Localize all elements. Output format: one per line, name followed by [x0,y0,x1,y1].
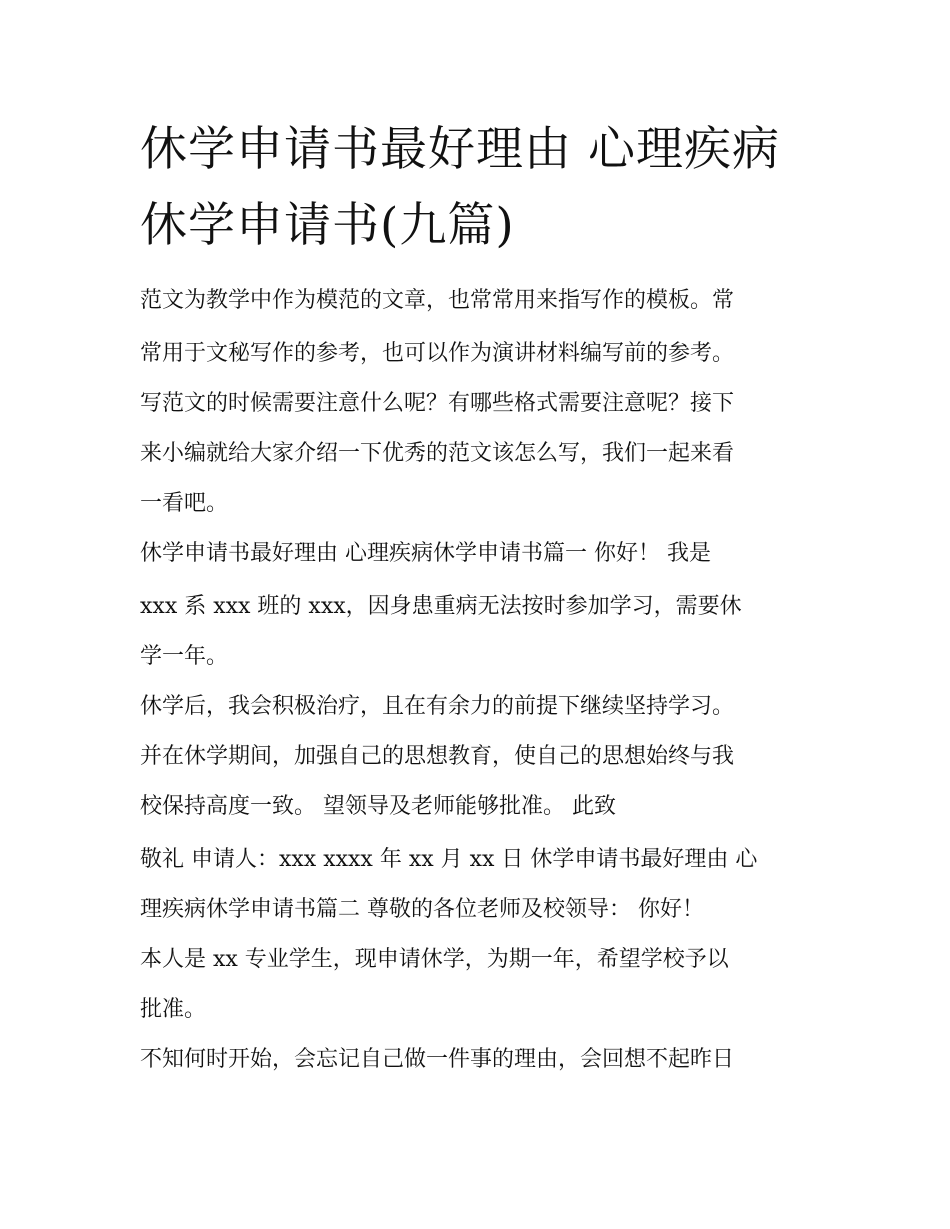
body-line: 不知何时开始，会忘记自己做一件事的理由，会回想不起昨日 [140,1047,735,1072]
body-line: 理疾病休学申请书篇二 尊敬的各位老师及校领导： 你好！ [140,897,704,922]
document-title [140,112,830,264]
title-line: 休学申请书(九篇) [140,198,515,253]
body-line: 常用于文秘写作的参考，也可以作为演讲材料编写前的参考。 [140,341,735,366]
body-line: 休学后，我会积极治疗，且在有余力的前提下继续坚持学习。 [140,694,735,719]
body-line: 校保持高度一致。 望领导及老师能够批准。 此致 [140,794,616,819]
body-line: 并在休学期间，加强自己的思想教育，使自己的思想始终与我 [140,744,735,769]
body-line: 批准。 [140,997,207,1022]
body-line: 敬礼 申请人：xxx xxxx 年 xx 月 xx 日 休学申请书最好理由 心 [140,847,758,872]
body-line: 学一年。 [140,644,229,669]
title-line: 休学申请书最好理由 心理疾病 [140,122,780,177]
body-line: 范文为教学中作为模范的文章，也常常用来指写作的模板。常 [140,288,735,313]
body-line: 写范文的时候需要注意什么呢？有哪些格式需要注意呢？接下 [140,391,735,416]
body-line: 来小编就给大家介绍一下优秀的范文该怎么写，我们一起来看 [140,441,735,466]
body-line: 一看吧。 [140,491,229,516]
body-line: 本人是 xx 专业学生，现申请休学，为期一年，希望学校予以 [140,947,729,972]
body-line: 休学申请书最好理由 心理疾病休学申请书篇一 你好！ 我是 [140,541,711,566]
body-line: xxx 系 xxx 班的 xxx，因身患重病无法按时参加学习，需要休 [140,594,742,619]
